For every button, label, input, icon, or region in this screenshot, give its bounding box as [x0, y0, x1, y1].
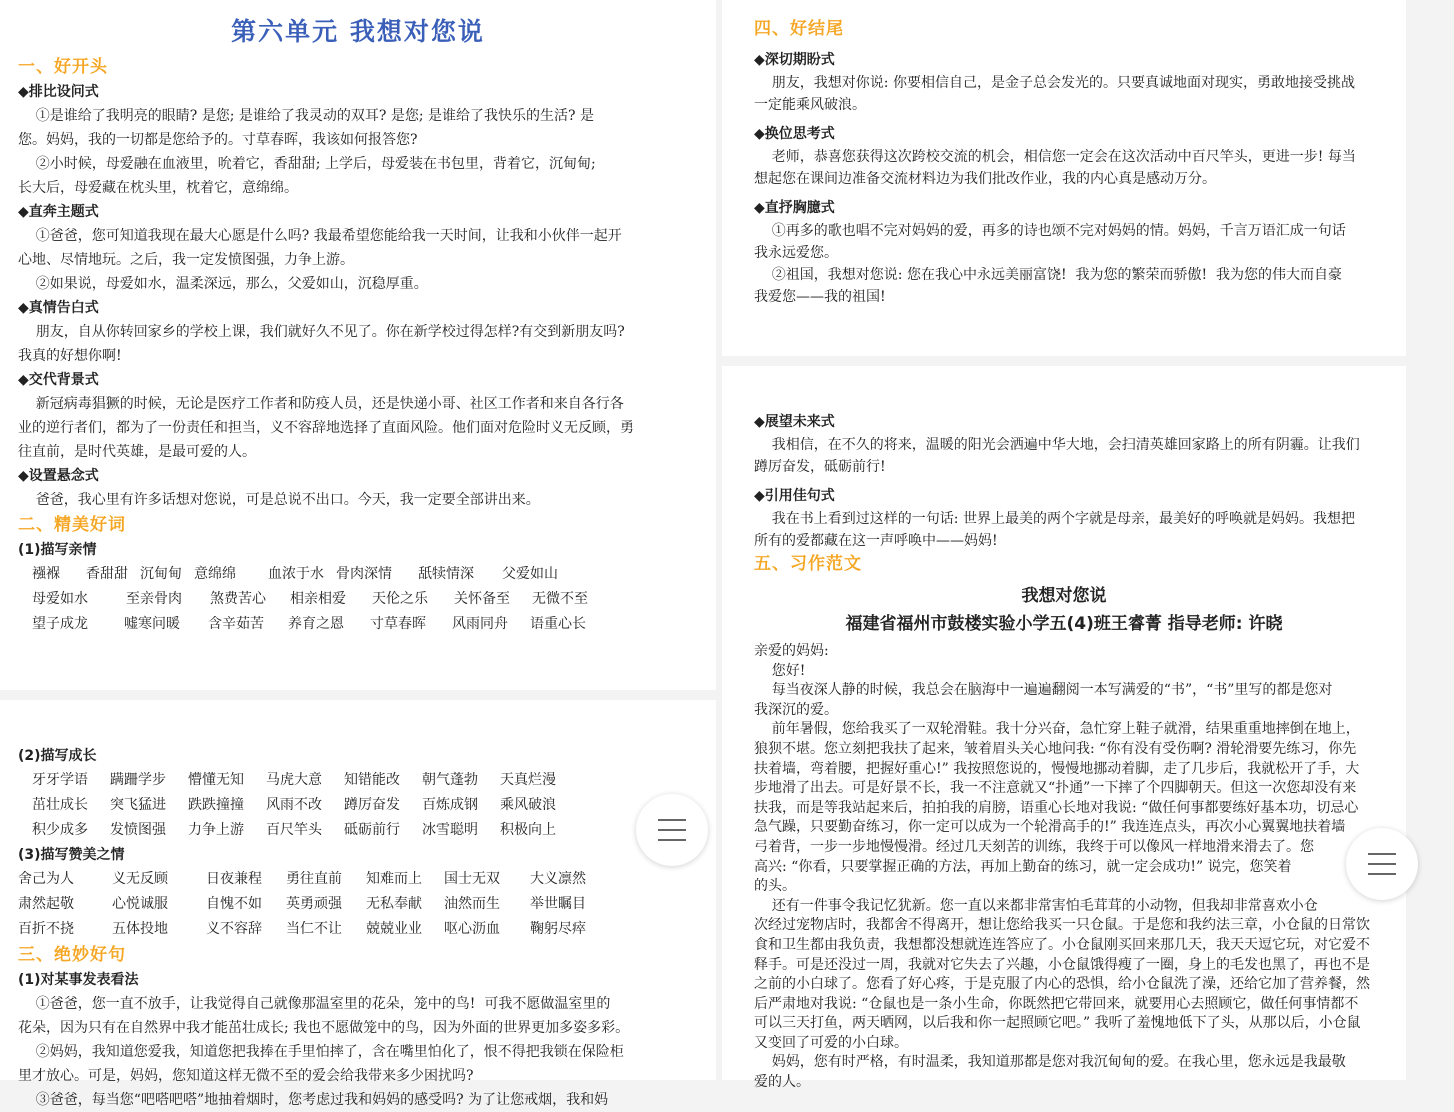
- word-item: 兢兢业业: [366, 921, 422, 937]
- essay-line: 可以三天打鱼，两天晒网，以后我和你一起照顾它吧。” 我听了羞愧地低下了头，从那以后，小仓鼠: [754, 1015, 1361, 1032]
- word-item: 知难而上: [366, 871, 422, 887]
- word-item: 百折不挠: [18, 921, 74, 937]
- essay-line: 每当夜深人静的时候，我总会在脑海中一遍遍翻阅一本写满爱的“书”，“书”里写的都是您对: [754, 682, 1333, 699]
- text-line: 爸爸，我心里有许多话想对您说，可是总说不出口。今天，我一定要全部讲出来。: [18, 492, 540, 508]
- essay-line: 亲爱的妈妈:: [754, 643, 829, 659]
- section-heading: 一、好开头: [18, 57, 108, 77]
- word-item: 举世瞩目: [530, 896, 586, 912]
- word-item: 心悦诚服: [112, 896, 168, 912]
- essay-line: 食和卫生都由我负责，我想都没想就连连答应了。小仓鼠刚买回来那几天，我天天逗它玩，对它爱不: [754, 936, 1370, 953]
- word-item: 百炼成钢: [422, 797, 478, 813]
- essay-line: 妈妈，您有时严格，有时温柔，我知道那都是您对我沉甸甸的爱。在我心里，您永远是我最敬: [754, 1054, 1346, 1071]
- subheading: ◆换位思考式: [754, 126, 835, 142]
- word-item: 乘风破浪: [500, 797, 556, 813]
- text-line: 里才放心。可是，妈妈，您知道这样无微不至的爱会给我带来多少困扰吗?: [18, 1068, 474, 1084]
- word-item: 牙牙学语: [32, 772, 88, 788]
- essay-line: 又变回了可爱的小白球。: [754, 1034, 908, 1051]
- essay-line: 前年暑假，您给我买了一双轮滑鞋。我十分兴奋，急忙穿上鞋子就滑，结果重重地摔倒在地上，: [754, 721, 1360, 738]
- word-item: 母爱如水: [32, 591, 88, 607]
- subheading: ◆引用佳句式: [754, 488, 835, 504]
- essay-line: 释手。可是还没过一周，我就对它失去了兴趣，小仓鼠饿得瘦了一圈，身上的毛发也黑了，再也不是: [754, 956, 1370, 973]
- word-item: 国士无双: [444, 871, 500, 887]
- text-line: ①爸爸，您一直不放手，让我觉得自己就像那温室里的花朵，笼中的鸟! 可我不愿做温室里的: [18, 996, 611, 1012]
- word-item: 父爱如山: [502, 566, 558, 582]
- word-row: [18, 587, 718, 612]
- panel-top-right: [722, 0, 1406, 356]
- text-line: 心地、尽情地玩。之后，我一定发愤图强，力争上游。: [18, 252, 354, 268]
- essay-line: 之前的小白球了。您看了好心疼，于是克服了内心的恐惧，给小仓鼠洗了澡，还给它加了营养餐，然: [754, 976, 1370, 993]
- word-row: [18, 793, 718, 818]
- word-item: 风雨同舟: [452, 616, 508, 632]
- word-item: 茁壮成长: [32, 797, 88, 813]
- text-line: ②小时候，母爱融在血液里，吮着它，香甜甜; 上学后，母爱装在书包里，背着它，沉甸甸;: [18, 156, 596, 172]
- word-item: 自愧不如: [206, 896, 262, 912]
- text-line: ①爸爸，您可知道我现在最大心愿是什么吗? 我最希望您能给我一天时间，让我和小伙伴一起开: [18, 228, 622, 244]
- word-item: 望子成龙: [32, 616, 88, 632]
- subheading: (1)对某事发表看法: [18, 972, 139, 988]
- essay-line: 弓着背，一步一步地慢慢滑。经过几天刻苦的训练，我终于可以像风一样地滑来滑去了。您: [754, 838, 1314, 855]
- word-item: 蹒跚学步: [110, 772, 166, 788]
- word-item: 义无反顾: [112, 871, 168, 887]
- word-item: 五体投地: [112, 921, 168, 937]
- word-item: 煞费苦心: [210, 591, 266, 607]
- subheading: ◆展望未来式: [754, 414, 835, 430]
- word-item: 呕心沥血: [444, 921, 500, 937]
- word-row: [18, 892, 718, 917]
- word-item: 勇往直前: [286, 871, 342, 887]
- text-line: 一定能乘风破浪。: [754, 97, 866, 113]
- word-row: [18, 818, 718, 843]
- word-item: 舐犊情深: [418, 566, 474, 582]
- text-line: 我爱您——我的祖国!: [754, 289, 886, 305]
- word-item: 积极向上: [500, 822, 556, 838]
- word-item: 天真烂漫: [500, 772, 556, 788]
- word-item: 香甜甜: [86, 566, 128, 582]
- section-heading: 四、好结尾: [754, 19, 844, 39]
- word-item: 百尺竿头: [266, 822, 322, 838]
- text-line: 我相信，在不久的将来，温暖的阳光会洒遍中华大地，会扫清英雄回家路上的所有阴霾。让我们: [754, 437, 1360, 453]
- word-item: 积少成多: [32, 822, 88, 838]
- essay-line: 次经过宠物店时，我都舍不得离开，想让您给我买一只仓鼠。于是您和我约法三章，小仓鼠的日常饮: [754, 917, 1370, 934]
- section-heading: 三、绝妙好句: [18, 945, 126, 965]
- word-item: 力争上游: [188, 822, 244, 838]
- subheading: (1)描写亲情: [18, 542, 97, 558]
- subheading: ◆直抒胸臆式: [754, 200, 835, 216]
- word-item: 嘘寒问暖: [124, 616, 180, 632]
- word-row: [18, 917, 718, 942]
- word-item: 油然而生: [444, 896, 500, 912]
- word-row: [18, 867, 718, 892]
- essay-line: 扶我，而是等我站起来后，拍拍我的肩膀，语重心长地对我说: “做任何事都要练好基本功，切忌心: [754, 799, 1359, 816]
- word-item: 关怀备至: [454, 591, 510, 607]
- text-line: 新冠病毒猖獗的时候，无论是医疗工作者和防疫人员，还是快递小哥、社区工作者和来自各行各: [18, 396, 624, 412]
- text-line: 朋友，自从你转回家乡的学校上课，我们就好久不见了。你在新学校过得怎样?有交到新朋友吗?: [18, 324, 625, 340]
- subheading: (2)描写成长: [18, 748, 97, 764]
- word-item: 英勇顽强: [286, 896, 342, 912]
- word-item: 舍己为人: [18, 871, 74, 887]
- text-line: ②妈妈，我知道您爱我，知道您把我捧在手里怕摔了，含在嘴里怕化了，恨不得把我锁在保险柜: [18, 1044, 624, 1060]
- word-item: 马虎大意: [266, 772, 322, 788]
- word-item: 天伦之乐: [372, 591, 428, 607]
- essay-line: 的头。: [754, 878, 796, 895]
- word-item: 发愤图强: [110, 822, 166, 838]
- word-item: 寸草春晖: [370, 616, 426, 632]
- menu-button[interactable]: [636, 794, 708, 866]
- essay-line: 高兴: “你看，只要掌握正确的方法，再加上勤奋的练习，就一定会成功!” 说完，您笑着: [754, 858, 1292, 875]
- word-item: 沉甸甸: [140, 566, 182, 582]
- section-heading: 二、精美好词: [18, 515, 126, 535]
- word-item: 风雨不改: [266, 797, 322, 813]
- text-line: ②如果说，母爱如水，温柔深远，那么，父爱如山，沉稳厚重。: [18, 276, 428, 292]
- panel-bottom-left: [0, 700, 716, 1108]
- word-item: 含辛茹苦: [208, 616, 264, 632]
- word-item: 蹲厉奋发: [344, 797, 400, 813]
- subheading: ◆交代背景式: [18, 372, 99, 388]
- word-item: 突飞猛进: [110, 797, 166, 813]
- word-row: [18, 768, 718, 793]
- text-line: 我永远爱您。: [754, 245, 838, 261]
- text-line: 往直前，是时代英雄，是最可爱的人。: [18, 444, 256, 460]
- text-line: 您。妈妈，我的一切都是您给予的。寸草春晖，我该如何报答您?: [18, 132, 418, 148]
- subheading: ◆直奔主题式: [18, 204, 99, 220]
- menu-icon: [1368, 852, 1396, 876]
- word-item: 无私奉献: [366, 896, 422, 912]
- word-item: 养育之恩: [288, 616, 344, 632]
- word-item: 肃然起敬: [18, 896, 74, 912]
- text-line: 老师，恭喜您获得这次跨校交流的机会，相信您一定会在这次活动中百尺竿头，更进一步! 每当: [754, 149, 1356, 165]
- word-item: 语重心长: [530, 616, 586, 632]
- section-heading: 五、习作范文: [754, 554, 862, 574]
- word-item: 骨肉深情: [336, 566, 392, 582]
- essay-line: 步地滑了出去。可是好景不长，我一不注意就又“扑通”一下摔了个四脚朝天。但这一次您却没有来: [754, 780, 1357, 797]
- page-title: 第六单元 我想对您说: [231, 17, 485, 46]
- text-line: ③爸爸，每当您“吧嗒吧嗒”地抽着烟时，您考虑过我和妈妈的感受吗? 为了让您戒烟，我和妈: [18, 1092, 609, 1108]
- word-item: 血浓于水: [268, 566, 324, 582]
- word-item: 襁褓: [32, 566, 60, 582]
- word-item: 日夜兼程: [206, 871, 262, 887]
- word-row: [18, 562, 718, 587]
- essay-line: 爱的人。: [754, 1074, 810, 1091]
- word-item: 知错能改: [344, 772, 400, 788]
- essay-line: 急气躁，只要勤奋练习，你一定可以成为一个轮滑高手的!” 我连连点头，再次小心翼翼地扶着墙: [754, 819, 1346, 836]
- subheading: ◆真情告白式: [18, 300, 99, 316]
- subheading: ◆深切期盼式: [754, 52, 835, 68]
- word-item: 跌跌撞撞: [188, 797, 244, 813]
- menu-button[interactable]: [1346, 828, 1418, 900]
- panel-top-left: [0, 0, 716, 690]
- word-item: 当仁不让: [286, 921, 342, 937]
- word-item: 懵懂无知: [188, 772, 244, 788]
- word-item: 冰雪聪明: [422, 822, 478, 838]
- panel-bottom-right: [722, 366, 1406, 1091]
- text-line: 所有的爱都藏在这一声呼唤中——妈妈!: [754, 533, 998, 549]
- text-line: 花朵，因为只有在自然界中我才能茁壮成长; 我也不愿做笼中的鸟，因为外面的世界更加多姿多彩。: [18, 1020, 630, 1036]
- text-line: 我真的好想你啊!: [18, 348, 122, 364]
- word-item: 义不容辞: [206, 921, 262, 937]
- text-line: 长大后，母爱藏在枕头里，枕着它，意绵绵。: [18, 180, 298, 196]
- essay-line: 后严肃地对我说: “仓鼠也是一条小生命，你既然把它带回来，就要用心去照顾它，做任何事情都不: [754, 995, 1359, 1012]
- text-line: 我在书上看到过这样的一句话: 世界上最美的两个字就是母亲，最美好的呼唤就是妈妈。我想把: [754, 511, 1355, 527]
- word-item: 朝气蓬勃: [422, 772, 478, 788]
- word-item: 鞠躬尽瘁: [530, 921, 586, 937]
- word-row: [18, 612, 718, 637]
- essay-line: 扶着墙，弯着腰，把握好重心!” 我按照您说的，慢慢地挪动着脚，走了几步后，我就松开了手，大: [754, 760, 1360, 777]
- text-line: ②祖国，我想对您说: 您在我心中永远美丽富饶! 我为您的繁荣而骄傲! 我为您的伟大而自豪: [754, 267, 1343, 283]
- word-item: 相亲相爱: [290, 591, 346, 607]
- word-item: 至亲骨肉: [126, 591, 182, 607]
- subheading: (3)描写赞美之情: [18, 847, 125, 863]
- word-item: 砥砺前行: [344, 822, 400, 838]
- subheading: ◆设置悬念式: [18, 468, 99, 484]
- text-line: 想起您在课间边准备交流材料边为我们批改作业，我的内心真是感动万分。: [754, 171, 1216, 187]
- menu-icon: [658, 818, 686, 842]
- text-line: 业的逆行者们，都为了一份责任和担当，义不容辞地选择了直面风险。他们面对危险时义无反顾，勇: [18, 420, 634, 436]
- text-line: 朋友，我想对你说: 你要相信自己，是金子总会发光的。只要真诚地面对现实，勇敢地接受挑战: [754, 75, 1355, 91]
- essay-line: 狼狈不堪。您立刻把我扶了起来，皱着眉头关心地问我: “你有没有受伤啊? 滑轮滑要先练习，你先: [754, 740, 1357, 757]
- essay-line: 还有一件事令我记忆犹新。您一直以来都非常害怕毛茸茸的小动物，但我却非常喜欢小仓: [754, 897, 1318, 914]
- essay-line: 我深沉的爱。: [754, 701, 838, 718]
- text-line: ①再多的歌也唱不完对妈妈的爱，再多的诗也颂不完对妈妈的情。妈妈，千言万语汇成一句话: [754, 223, 1346, 239]
- text-line: ①是谁给了我明亮的眼睛? 是您; 是谁给了我灵动的双耳? 是您; 是谁给了我快乐的生活? 是: [18, 108, 595, 124]
- word-item: 大义凛然: [530, 871, 586, 887]
- word-item: 意绵绵: [194, 566, 236, 582]
- text-line: 蹲厉奋发，砥砺前行!: [754, 459, 886, 475]
- word-item: 无微不至: [532, 591, 588, 607]
- subheading: ◆排比设问式: [18, 84, 99, 100]
- essay-author: 福建省福州市鼓楼实验小学五(4)班王睿菁 指导老师: 许晓: [845, 614, 1283, 634]
- essay-line: 您好!: [754, 662, 806, 679]
- essay-title: 我想对您说: [1021, 586, 1107, 606]
